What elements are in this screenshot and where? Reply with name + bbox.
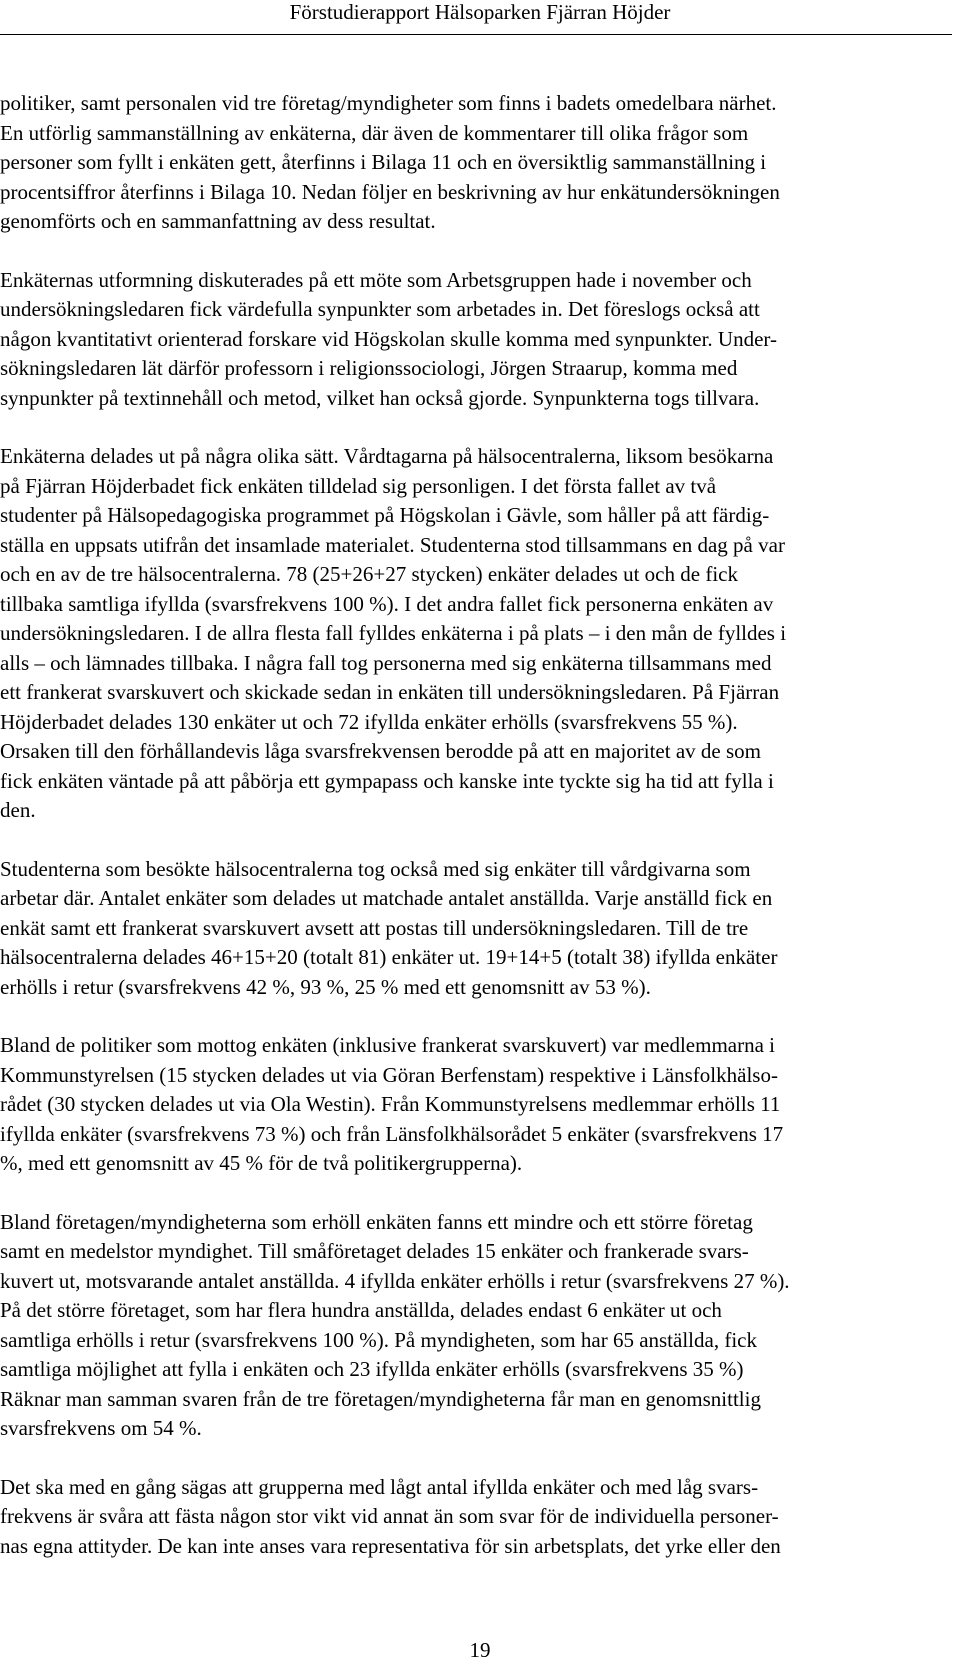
text-line: Bland företagen/myndigheterna som erhöll enkäten fanns ett mindre och ett större företag — [0, 1209, 753, 1234]
text-line: tillbaka samtliga ifyllda (svarsfrekvens 100 %). I det andra fallet fick personerna enkäten av — [0, 591, 774, 616]
text-line: Studenterna som besökte hälsocentralerna tog också med sig enkäter till vårdgivarna som — [0, 856, 751, 881]
text-line: svarsfrekvens om 54 %. — [0, 1416, 202, 1440]
paragraph — [0, 1031, 948, 1179]
text-line: procentsiffror återfinns i Bilaga 10. Nedan följer en beskrivning av hur enkätundersökningen — [0, 179, 780, 204]
text-line: alls – och lämnades tillbaka. I några fall tog personerna med sig enkäterna tillsammans med — [0, 650, 772, 675]
text-line: Det ska med en gång sägas att grupperna med lågt antal ifyllda enkäter och med låg svars- — [0, 1474, 759, 1499]
text-line: enkät samt ett frankerat svarskuvert avsett att postas till undersökningsledaren. Till de tre — [0, 915, 749, 940]
paragraph — [0, 442, 948, 826]
text-line: undersökningsledaren fick värdefulla synpunkter som arbetades in. Det föreslogs också att — [0, 297, 760, 321]
text-line: politiker, samt personalen vid tre företag/myndigheter som finns i badets omedelbara närhet. — [0, 91, 777, 115]
page-number: 19 — [469, 1638, 491, 1662]
text-line: någon kvantitativt orienterad forskare vid Högskolan skulle komma med synpunkter. Under- — [0, 326, 777, 351]
running-header: Förstudierapport Hälsoparken Fjärran Höjder — [289, 0, 671, 24]
text-line: På det större företaget, som har flera hundra anställda, delades endast 6 enkäter ut och — [0, 1298, 722, 1322]
text-line: samtliga erhölls i retur (svarsfrekvens 100 %). På myndigheten, som har 65 anställda, fick — [0, 1327, 757, 1352]
text-line: Enkäternas utformning diskuterades på ett möte som Arbetsgruppen hade i november och — [0, 267, 752, 292]
text-line: studenter på Hälsopedagogiska programmet på Högskolan i Gävle, som håller på att färdig- — [0, 503, 770, 527]
text-line: synpunkter på textinnehåll och metod, vilket han också gjorde. Synpunkterna togs tillvara. — [0, 385, 760, 410]
text-line: %, med ett genomsnitt av 45 % för de två politikergrupperna). — [0, 1151, 523, 1175]
header-divider — [0, 34, 952, 35]
text-line: och en av de tre hälsocentralerna. 78 (25+26+27 stycken) enkäter delades ut och de fick — [0, 562, 738, 586]
text-line: erhölls i retur (svarsfrekvens 42 %, 93 %, 25 % med ett genomsnitt av 53 %). — [0, 974, 651, 999]
text-line: frekvens är svåra att fästa någon stor vikt vid annat än som svar för de individuella personer- — [0, 1504, 779, 1528]
text-line: sökningsledaren lät därför professorn i religionssociologi, Jörgen Straarup, komma med — [0, 356, 738, 380]
text-line: kuvert ut, motsvarande antalet anställda. 4 ifyllda enkäter erhölls i retur (svarsfrekvens 27 %). — [0, 1268, 790, 1293]
text-line: nas egna attityder. De kan inte anses vara representativa för sin arbetsplats, det yrke eller den — [0, 1533, 781, 1558]
text-line: fick enkäten väntade på att påbörja ett gympapass och kanske inte tyckte sig ha tid att fylla i — [0, 768, 774, 793]
text-line: på Fjärran Höjderbadet fick enkäten tilldelad sig personligen. I det första fallet av två — [0, 473, 717, 498]
text-line: personer som fyllt i enkäten gett, återfinns i Bilaga 11 och en översiktlig sammanställning i — [0, 150, 767, 174]
paragraph — [0, 855, 948, 1003]
text-line: Bland de politiker som mottog enkäten (inklusive frankerat svarskuvert) var medlemmarna i — [0, 1033, 776, 1057]
text-line: Kommunstyrelsen (15 stycken delades ut via Göran Berfenstam) respektive i Länsfolkhälso- — [0, 1062, 778, 1087]
text-line: undersökningsledaren. I de allra flesta fall fylldes enkäterna i på plats – i den mån de fylldes i — [0, 621, 787, 645]
text-line: ställa en uppsats utifrån det insamlade materialet. Studenterna stod tillsammans en dag på var — [0, 532, 785, 557]
text-line: hälsocentralerna delades 46+15+20 (totalt 81) enkäter ut. 19+14+5 (totalt 38) ifyllda enkäter — [0, 945, 778, 969]
text-line: ett frankerat svarskuvert och skickade sedan in enkäten till undersökningsledaren. På Fjärran — [0, 680, 780, 704]
text-line: Enkäterna delades ut på några olika sätt. Vårdtagarna på hälsocentralerna, liksom besökarna — [0, 444, 774, 468]
text-line: samtliga möjlighet att fylla i enkäten och 23 ifyllda enkäter erhölls (svarsfrekvens 35 %) — [0, 1357, 744, 1381]
text-line: En utförlig sammanställning av enkäterna, där även de kommentarer till olika frågor som — [0, 120, 749, 145]
text-line: genomförts och en sammanfattning av dess resultat. — [0, 209, 436, 233]
paragraph — [0, 89, 948, 237]
paragraph — [0, 1208, 948, 1444]
text-line: samt en medelstor myndighet. Till småföretaget delades 15 enkäter och frankerade svars- — [0, 1239, 749, 1263]
paragraph — [0, 266, 948, 414]
text-line: Höjderbadet delades 130 enkäter ut och 72 ifyllda enkäter erhölls (svarsfrekvens 55 %). — [0, 709, 738, 734]
text-line: Räknar man samman svaren från de tre företagen/myndigheterna får man en genomsnittlig — [0, 1386, 761, 1411]
text-line: den. — [0, 798, 36, 822]
paragraph — [0, 1473, 948, 1562]
text-line: ifyllda enkäter (svarsfrekvens 73 %) och från Länsfolkhälsorådet 5 enkäter (svarsfrekvens 17 — [0, 1121, 784, 1146]
text-line: arbetar där. Antalet enkäter som delades ut matchade antalet anställda. Varje anställd fick en — [0, 886, 773, 910]
document-body — [0, 89, 948, 1590]
text-line: Orsaken till den förhållandevis låga svarsfrekvensen berodde på att en majoritet av de som — [0, 739, 761, 763]
text-line: rådet (30 stycken delades ut via Ola Westin). Från Kommunstyrelsens medlemmar erhölls 11 — [0, 1092, 781, 1116]
